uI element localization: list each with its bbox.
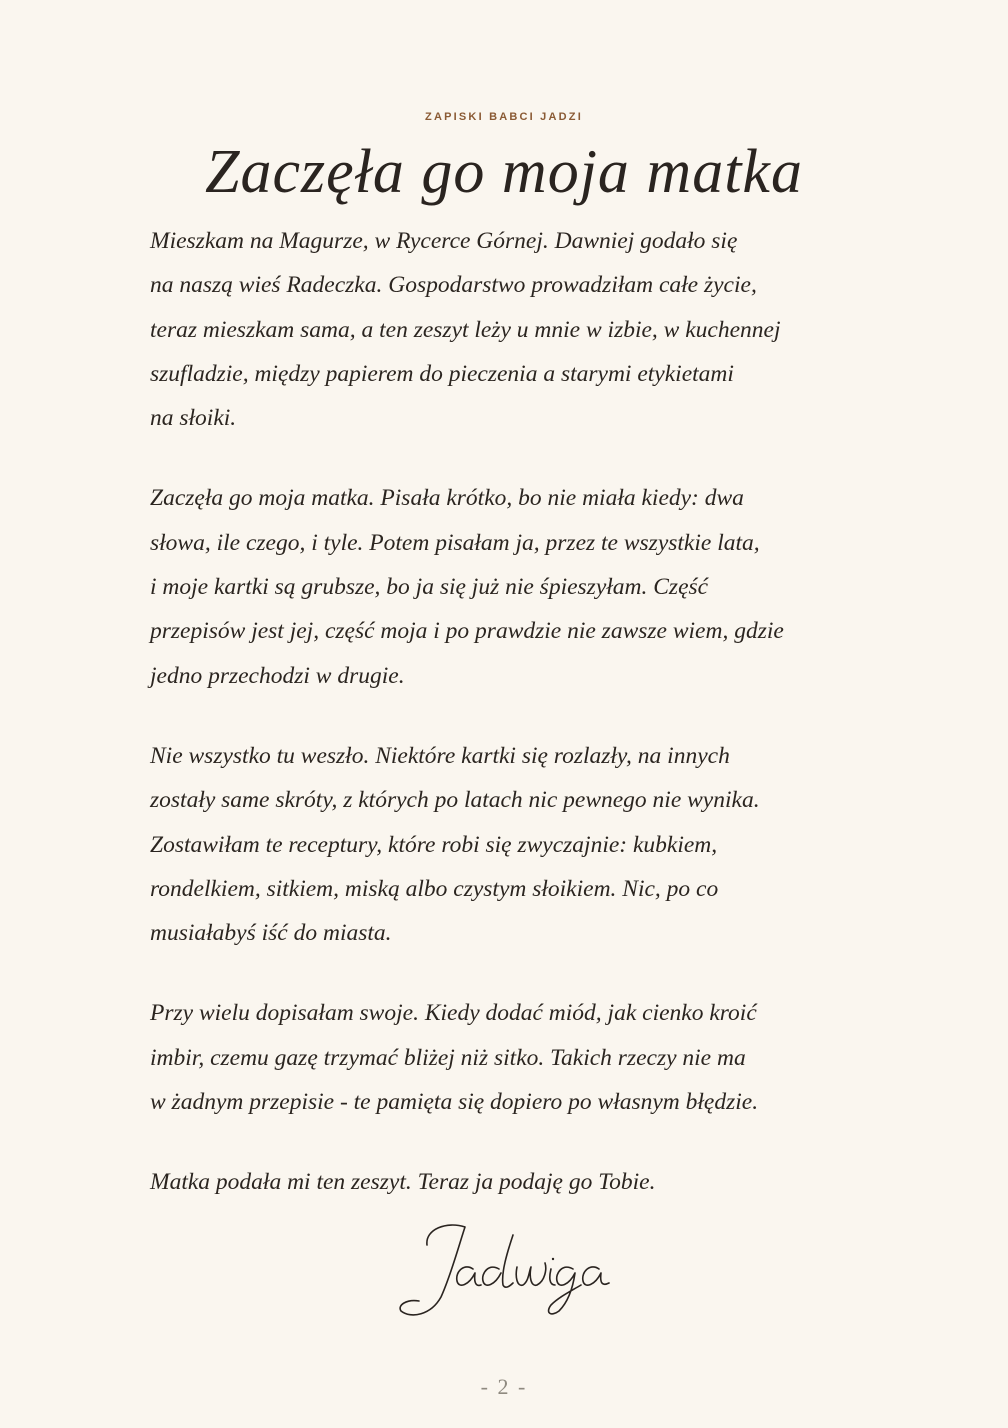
text-line: musiałabyś iść do miasta. xyxy=(150,920,392,947)
text-line: Mieszkam na Magurze, w Rycerce Górnej. Dawniej godało się xyxy=(150,228,738,254)
text-line: rondelkiem, sitkiem, miską albo czystym słoikiem. Nic, po co xyxy=(150,875,719,902)
text-line: Matka podała mi ten zeszyt. Teraz ja podaję go Tobie. xyxy=(150,1169,656,1196)
text-line: na naszą wieś Radeczka. Gospodarstwo prowadziłam całe życie, xyxy=(150,272,757,299)
text-line: na słoiki. xyxy=(150,405,237,432)
page-number: - 2 - xyxy=(480,1374,528,1399)
page-title: Zaczęła go moja matka xyxy=(205,138,803,206)
text-line: teraz mieszkam sama, a ten zeszyt leży u mnie w izbie, w kuchennej xyxy=(150,316,781,343)
text-line: szufladzie, między papierem do pieczenia a starymi etykietami xyxy=(150,360,734,387)
paragraph xyxy=(150,734,865,955)
text-line: Zaczęła go moja matka. Pisała krótko, bo nie miała kiedy: dwa xyxy=(150,485,744,512)
page-kicker: ZAPISKI BABCI JADZI xyxy=(425,111,583,123)
text-line: imbir, czemu gazę trzymać bliżej niż sitko. Takich rzeczy nie ma xyxy=(150,1044,746,1071)
text-line: w żadnym przepisie - te pamięta się dopiero po własnym błędzie. xyxy=(150,1089,759,1116)
text-line: zostały same skróty, z których po latach nic pewnego nie wynika. xyxy=(150,787,760,814)
signature xyxy=(395,1215,615,1325)
text-line: i moje kartki są grubsze, bo ja się już nie śpieszyłam. Część xyxy=(150,574,709,601)
text-line: jedno przechodzi w drugie. xyxy=(150,662,405,689)
text-line: słowa, ile czego, i tyle. Potem pisałam ja, przez te wszystkie lata, xyxy=(150,529,760,556)
text-line: Zostawiłam te receptury, które robi się zwyczajnie: kubkiem, xyxy=(150,831,718,858)
paragraph xyxy=(150,1160,865,1204)
paragraph xyxy=(150,476,865,697)
paragraph xyxy=(150,219,865,440)
letter-body xyxy=(150,219,865,1205)
text-line: Nie wszystko tu weszło. Niektóre kartki się rozlazły, na innych xyxy=(150,742,730,769)
text-line: przepisów jest jej, część moja i po prawdzie nie zawsze wiem, gdzie xyxy=(150,618,784,645)
text-line: Przy wielu dopisałam swoje. Kiedy dodać miód, jak cienko kroić xyxy=(150,1000,757,1027)
paragraph xyxy=(150,991,865,1124)
